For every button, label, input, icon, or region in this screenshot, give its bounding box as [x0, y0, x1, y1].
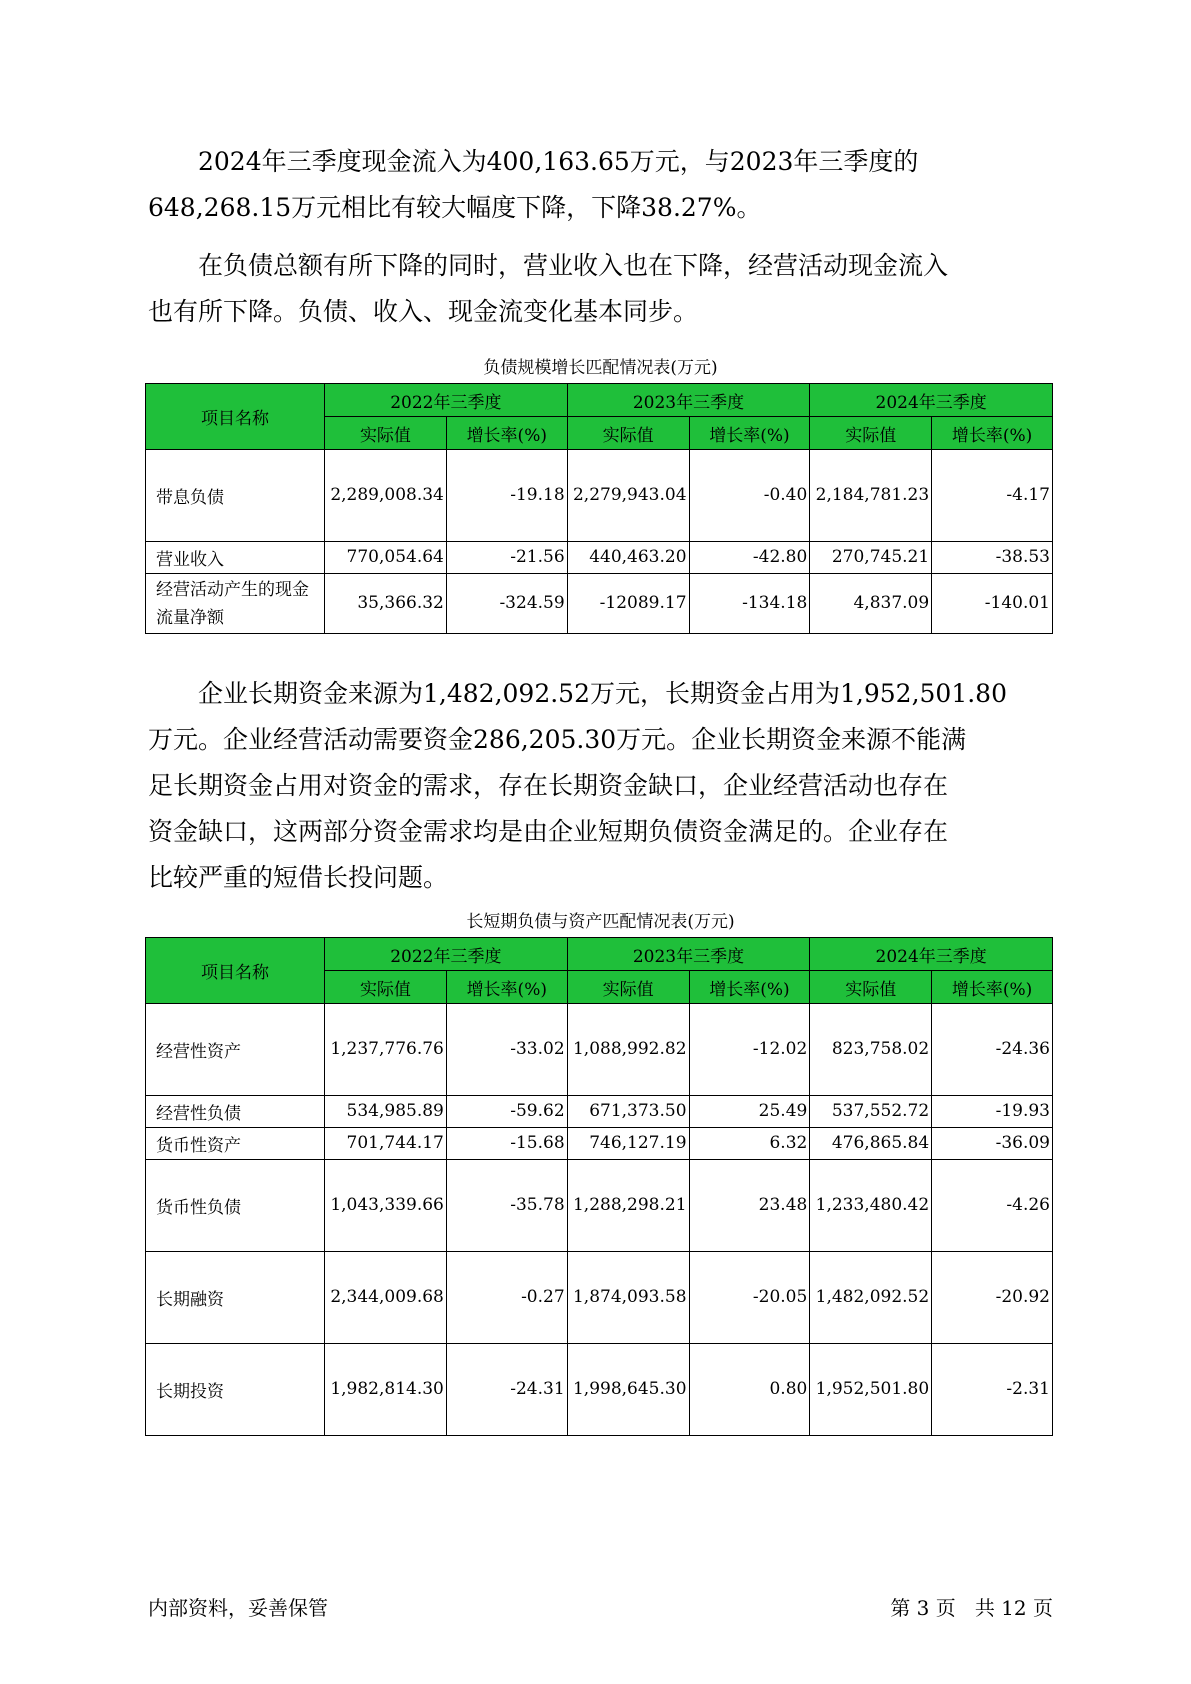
cell-value: -4.17	[932, 450, 1053, 542]
cell-value: 270,745.21	[810, 542, 932, 574]
cell-value: -19.18	[446, 450, 567, 542]
cell-value: -4.26	[932, 1160, 1053, 1252]
growth-rate-header: 增长率(%)	[932, 971, 1053, 1004]
item-name-header: 项目名称	[146, 384, 325, 450]
table-header-row	[146, 384, 1053, 417]
cell-value: -12.02	[689, 1004, 810, 1096]
cell-value: 1,998,645.30	[567, 1344, 689, 1436]
table-row	[146, 450, 1053, 542]
text-line: 企业长期资金来源为1,482,092.52万元，长期资金占用为1,952,501.80	[198, 679, 1007, 708]
cell-value: 440,463.20	[567, 542, 689, 574]
cell-value: 534,985.89	[325, 1096, 447, 1128]
row-name: 货币性负债	[146, 1160, 325, 1252]
table-row	[146, 1160, 1053, 1252]
period-header: 2023年三季度	[567, 384, 810, 417]
paragraph-long-term-funds	[148, 671, 1068, 901]
table-row	[146, 1252, 1053, 1344]
cell-value: 2,279,943.04	[567, 450, 689, 542]
cell-value: 1,482,092.52	[810, 1252, 932, 1344]
text-line: 在负债总额有所下降的同时，营业收入也在下降，经营活动现金流入	[198, 251, 949, 280]
cell-value: 1,982,814.30	[325, 1344, 447, 1436]
text-line: 648,268.15万元相比有较大幅度下降，下降38.27%。	[148, 193, 762, 222]
cell-value: 0.80	[689, 1344, 810, 1436]
cell-value: -42.80	[689, 542, 810, 574]
cell-value: 1,043,339.66	[325, 1160, 447, 1252]
table-row	[146, 1344, 1053, 1436]
cell-value: 1,288,298.21	[567, 1160, 689, 1252]
table-row	[146, 542, 1053, 574]
cell-value: -0.40	[689, 450, 810, 542]
table-row	[146, 1096, 1053, 1128]
growth-rate-header: 增长率(%)	[446, 971, 567, 1004]
growth-rate-header: 增长率(%)	[446, 417, 567, 450]
text-line: 足长期资金占用对资金的需求，存在长期资金缺口，企业经营活动也存在	[148, 771, 949, 800]
cell-value: 1,952,501.80	[810, 1344, 932, 1436]
period-header: 2024年三季度	[810, 384, 1053, 417]
cell-value: -35.78	[446, 1160, 567, 1252]
actual-value-header: 实际值	[567, 971, 689, 1004]
row-name: 经营活动产生的现金流量净额	[146, 574, 325, 634]
text-line: 万元。企业经营活动需要资金286,205.30万元。企业长期资金来源不能满	[148, 725, 967, 754]
cell-value: 823,758.02	[810, 1004, 932, 1096]
growth-rate-header: 增长率(%)	[932, 417, 1053, 450]
cell-value: -24.36	[932, 1004, 1053, 1096]
cell-value: 701,744.17	[325, 1128, 447, 1160]
table-row	[146, 1128, 1053, 1160]
cell-value: 1,874,093.58	[567, 1252, 689, 1344]
footer-page-number: 第 3 页 共 12 页	[890, 1596, 1053, 1620]
item-name-header: 项目名称	[146, 938, 325, 1004]
row-name: 经营性资产	[146, 1004, 325, 1096]
cell-value: -15.68	[446, 1128, 567, 1160]
paragraph-debt-income	[148, 243, 1068, 335]
cell-value: -0.27	[446, 1252, 567, 1344]
period-header: 2022年三季度	[325, 938, 568, 971]
row-name: 经营性负债	[146, 1096, 325, 1128]
growth-rate-header: 增长率(%)	[689, 417, 810, 450]
cell-value: -38.53	[932, 542, 1053, 574]
debt-growth-table	[145, 383, 1053, 634]
cell-value: 476,865.84	[810, 1128, 932, 1160]
cell-value: 35,366.32	[325, 574, 447, 634]
cell-value: 746,127.19	[567, 1128, 689, 1160]
cell-value: 4,837.09	[810, 574, 932, 634]
cell-value: -12089.17	[567, 574, 689, 634]
row-name: 货币性资产	[146, 1128, 325, 1160]
footer-confidential-note: 内部资料，妥善保管	[148, 1596, 328, 1620]
cell-value: -24.31	[446, 1344, 567, 1436]
text-line: 比较严重的短借长投问题。	[148, 863, 449, 892]
cell-value: -21.56	[446, 542, 567, 574]
cell-value: 1,233,480.42	[810, 1160, 932, 1252]
actual-value-header: 实际值	[325, 971, 447, 1004]
text-line: 2024年三季度现金流入为400,163.65万元，与2023年三季度的	[198, 147, 919, 176]
cell-value: -59.62	[446, 1096, 567, 1128]
cell-value: 2,184,781.23	[810, 450, 932, 542]
table-row	[146, 1004, 1053, 1096]
growth-rate-header: 增长率(%)	[689, 971, 810, 1004]
cell-value: 537,552.72	[810, 1096, 932, 1128]
table2-caption: 长短期负债与资产匹配情况表(万元)	[466, 912, 735, 932]
row-name: 带息负债	[146, 450, 325, 542]
cell-value: 1,237,776.76	[325, 1004, 447, 1096]
text-line: 资金缺口，这两部分资金需求均是由企业短期负债资金满足的。企业存在	[148, 817, 949, 846]
paragraph-cash-inflow	[148, 139, 1068, 231]
cell-value: 1,088,992.82	[567, 1004, 689, 1096]
text-line: 也有所下降。负债、收入、现金流变化基本同步。	[148, 297, 699, 326]
period-header: 2023年三季度	[567, 938, 810, 971]
cell-value: -2.31	[932, 1344, 1053, 1436]
cell-value: -140.01	[932, 574, 1053, 634]
cell-value: -20.05	[689, 1252, 810, 1344]
table1-caption: 负债规模增长匹配情况表(万元)	[483, 358, 718, 378]
cell-value: 770,054.64	[325, 542, 447, 574]
row-name: 营业收入	[146, 542, 325, 574]
actual-value-header: 实际值	[810, 417, 932, 450]
actual-value-header: 实际值	[567, 417, 689, 450]
cell-value: -33.02	[446, 1004, 567, 1096]
cell-value: -19.93	[932, 1096, 1053, 1128]
row-name: 长期融资	[146, 1252, 325, 1344]
cell-value: -36.09	[932, 1128, 1053, 1160]
cell-value: -134.18	[689, 574, 810, 634]
cell-value: 25.49	[689, 1096, 810, 1128]
debt-asset-match-table	[145, 937, 1053, 1436]
period-header: 2022年三季度	[325, 384, 568, 417]
row-name: 长期投资	[146, 1344, 325, 1436]
cell-value: 6.32	[689, 1128, 810, 1160]
actual-value-header: 实际值	[810, 971, 932, 1004]
cell-value: 23.48	[689, 1160, 810, 1252]
table-header-row	[146, 938, 1053, 971]
cell-value: -324.59	[446, 574, 567, 634]
table-row	[146, 574, 1053, 634]
cell-value: 671,373.50	[567, 1096, 689, 1128]
cell-value: -20.92	[932, 1252, 1053, 1344]
cell-value: 2,344,009.68	[325, 1252, 447, 1344]
period-header: 2024年三季度	[810, 938, 1053, 971]
cell-value: 2,289,008.34	[325, 450, 447, 542]
actual-value-header: 实际值	[325, 417, 447, 450]
